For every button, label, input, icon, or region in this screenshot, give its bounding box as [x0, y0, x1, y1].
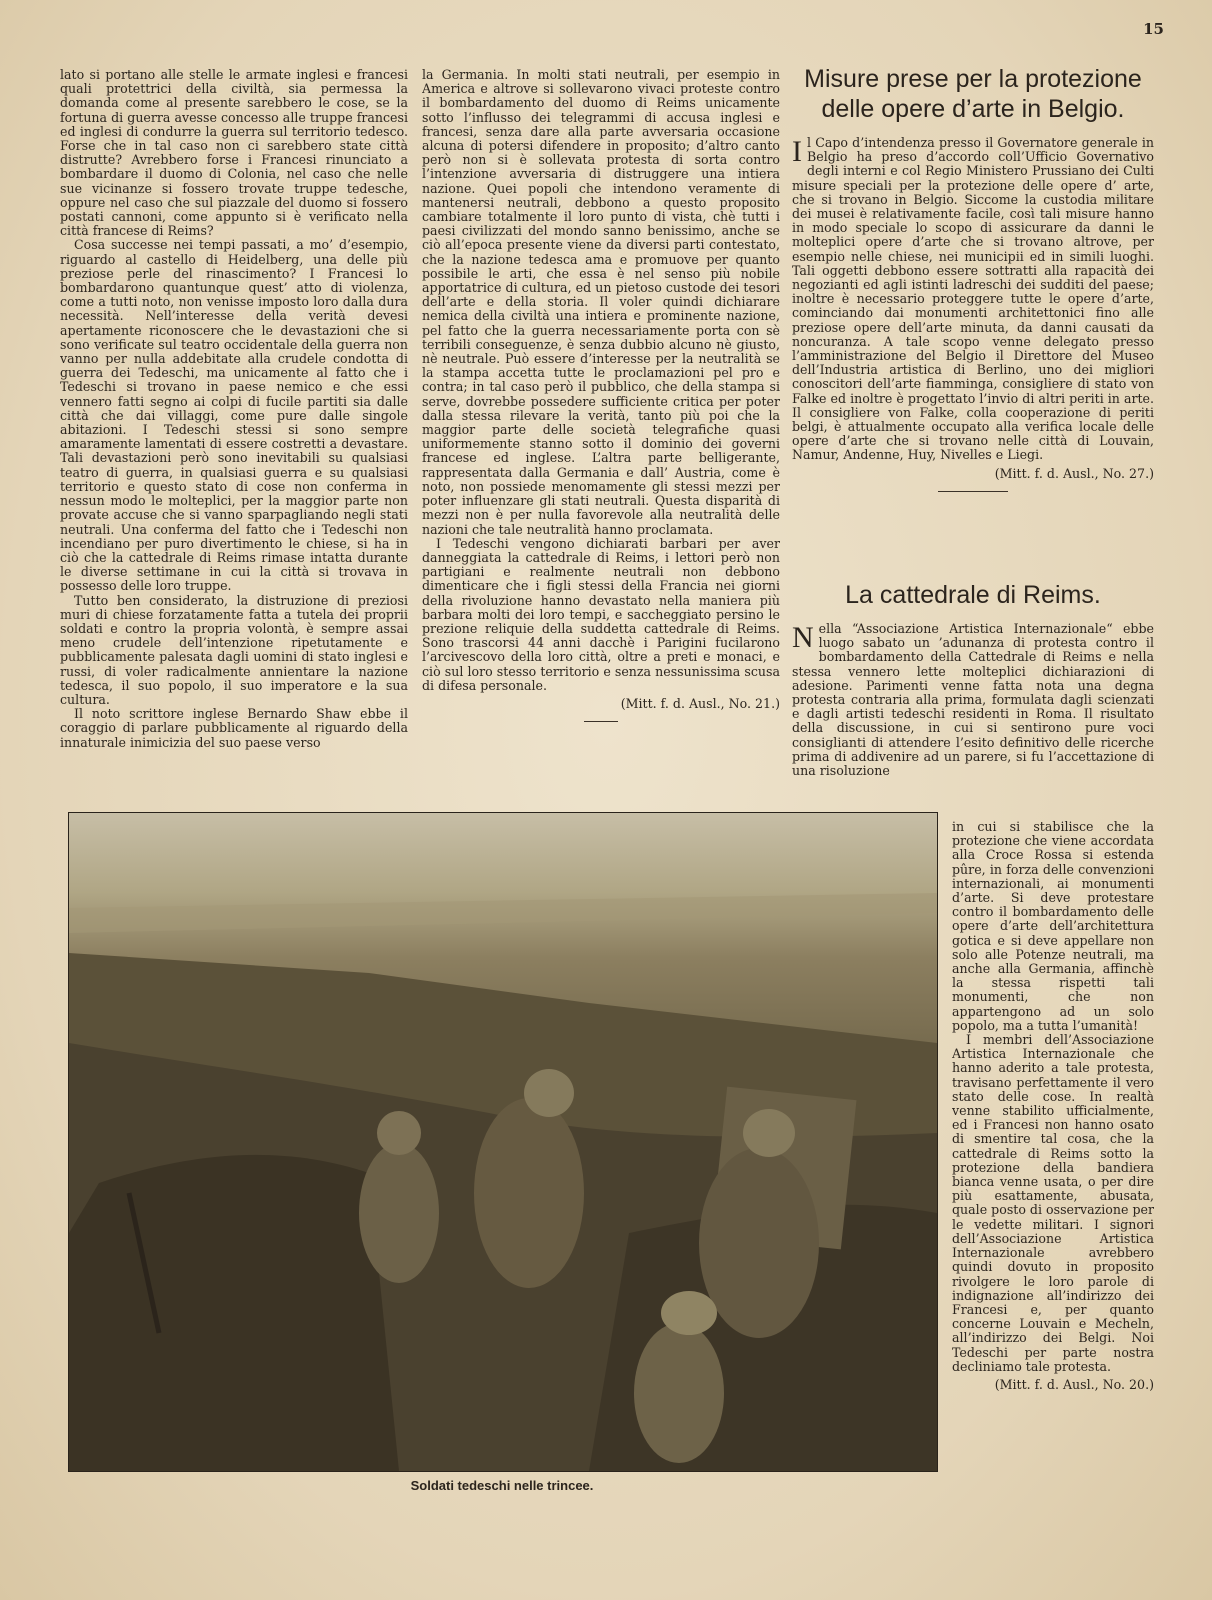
divider-rule: [584, 721, 618, 722]
col1-paragraph: Tutto ben considerato, la distruzione di preziosi muri di chiese forzatamente fatta a tutela dei proprii soldati e contro la propria volontà, è sempre assai meno crudele dell’intenzione ripetutamente e pubblicamente palesata dagli uomini di stato inglesi e russi, di voler radicalmente annientare la nazione tedesca, il suo popolo, il suo imperatore e la sua cultura.: [60, 592, 408, 707]
col2-paragraph: la Germania. In molti stati neutrali, per esempio in America e altrove si sollevarono vivaci proteste contro il bombardamento del duomo di Reims unicamente sotto l’influsso dei telegrammi di accusa inglesi e francesi, senza dare alla parte avversaria occasione alcuna di potersi difendere in proposito; d’altro canto però non si è sollevata protesta di sorta contro l’intenzione avversaria di distruggere una intiera nazione. Quei popoli che intendono veramente di mantenersi neutrali, debbono a questo proposito cambiare totalmente il loro punto di vista, chè tutti i paesi civilizzati del mondo sanno benissimo, anche se ciò all’epoca presente viene da diversi parti contestato, che la nazione tedesca ama e promuove per quanto possibile le arti, che essa è nel senso più nobile apportatrice di cultura, ed un pietoso custode dei tesori dell’arte e della storia. Il voler quindi dichiarare nemica della civiltà una intiera e prominente nazione, pel fatto che la guerra necessariamente porta con sè terribili conseguenze, è senza dubbio alcuno nè giusto, nè neutrale. Può essere d’interesse per la neutralità se la stampa accetta tutte le proclamazioni pel pro e contra; in tal caso però il pubblico, che della stampa si serve, dovrebbe possedere sufficiente critica per poter dalla stessa rilevare la verità, tanto più poi che la maggior parte delle società telegrafiche quasi uniformemente stanno sotto il dominio dei governi francese ed inglese. L’altra parte belligerante, rappresentata dalla Germania e dall’ Austria, come è noto, non possiede menomamente gli stessi mezzi per poter influenzare gli stati neutrali. Questa disparità di mezzi non è per nulla favorevole alla neutralità delle nazioni che tale neutralità hanno proclamata.: [422, 68, 780, 537]
col1-paragraph: lato si portano alle stelle le armate inglesi e francesi quali protettrici della civiltà, sia permessa la domanda come al presente sarebbero le cose, se la fortuna di guerra avesse concesso alle truppe francesi ed inglesi di condurre la guerra sul territorio tedesco. Forse che in tal caso non ci sarebbero state città distrutte? Avrebbero forse i Francesi rinunciato a bombardare il duomo di Colonia, nel caso che nelle sue vicinanze si fossero trovate truppe tedesche, oppure nel caso che sul piazzale del duomo si fossero postati cannoni, come appunto si è verificato nella città francese di Reims?: [60, 68, 408, 239]
article-title: La cattedrale di Reims.: [845, 581, 1101, 609]
article-source: (Mitt. f. d. Ausl., No. 20.): [994, 1376, 1154, 1392]
trench-photograph: [68, 812, 938, 1472]
drop-cap: I: [792, 135, 802, 168]
divider-rule: [938, 491, 1008, 492]
col1-paragraph: Il noto scrittore inglese Bernardo Shaw ebbe il coraggio di parlare pubblicamente al riguardo della innaturale inimicizia del suo paese verso: [60, 706, 408, 750]
photo-caption: Soldati tedeschi nelle trincee.: [410, 1478, 594, 1493]
col2-paragraph: I Tedeschi vengono dichiarati barbari per aver danneggiata la cattedrale di Reims, i lettori però non partigiani e realmente neutrali non debbono dimenticare che i figli stessi della Francia nei giorni della rivoluzione hanno devastato nella maniera più barbara molti dei loro tempi, e saccheggiato persino le prezione reliquie della suddetta cattedrale di Reims. Sono trascorsi 44 anni dacchè i Parigini fucilarono l’arcivescovo della loro città, oltre a preti e monaci, e ciò sul loro stesso territorio e senza nessunissima scusa di difesa personale.: [422, 535, 780, 693]
col1-paragraph: Cosa successe nei tempi passati, a mo’ d’esempio, riguardo al castello di Heidelberg, una delle più preziose perle del rinascimento? I Francesi lo bombardarono quantunque quest’ atto di violenza, come a tutti noto, non venisse imposto loro dalla dura necessità. Nell’interesse della verità devesi apertamente riconoscere che le devastazioni che si sono verificate sul teatro occidentale della guerra non vanno per nulla addebitate alla crudele condotta di guerra dei Tedeschi, ma unicamente al fatto che i Tedeschi si trovano in paese nemico e che essi vennero fatti segno ai colpi di fucile partiti sia dalle città che dai villaggi, come pure dalle singole abitazioni. I Tedeschi stessi si sono sempre amaramente lamentati di essere costretti a devastare. Tali devastazioni però sono inevitabili su qualsiasi teatro di guerra, in qualsiasi guerra e su qualsiasi territorio e questo stato di cose non conferma in nessun modo le molteplici, per la maggior parte non provate accuse che si vanno sparpagliando negli stati neutrali. Una conferma del fatto che i Tedeschi non incendiano per puro divertimento le chiese, si ha in ciò che la cattedrale di Reims rimase intatta durante le diverse settimane in cui la città si trovava in possesso delle loro truppe.: [60, 237, 408, 594]
article-body: l Capo d’intendenza presso il Governatore generale in Belgio ha preso d’accordo coll’Ufficio Governativo degli interni e col Regio Ministero Prussiano dei Culti misure speciali per la protezione delle opere d’ arte, che si trovano in Belgio. Siccome la custodia militare dei musei è relativamente facile, così tali misure hanno in modo speciale lo scopo di assicurare da danni le molteplici opere d’arte che si trovano altrove, per esempio nelle chiese, nei municipii ed in simili luoghi. Tali oggetti debbono essere sottratti alla rapacità dei negozianti ed agli istinti ladreschi dei sudditi del paese; inoltre è necessario proteggere tutte le opere d’arte, cominciando dai monumenti architettonici fino alle preziose opere dell’arte minuta, da danni causati da noncuranza. A tale scopo venne delegato presso l’amministrazione del Belgio il Direttore del Museo dell’Industria artistica di Berlino, uno dei migliori conoscitori dell’arte fiamminga, consigliere di stato von Falke ed inoltre è progettato l’invio di altri periti in arte. Il consigliere von Falke, colla cooperazione di periti belgi, è attualmente occupato alla verifica locale delle opere d’arte che si trovano nelle città di Louvain, Namur, Andenne, Huy, Nivelles e Liegi.: [792, 135, 1154, 463]
article-source: (Mitt. f. d. Ausl., No. 27.): [994, 465, 1154, 481]
article-title: Misure prese per la protezione delle opere d’arte in Belgio.: [804, 65, 1142, 123]
article-body: I membri dell’Associazione Artistica Internazionale che hanno aderito a tale protesta, travisano perfettamente il vero stato delle cose. In realtà venne stabilito ufficialmente, ed i Francesi non hanno osato di smentire tal cosa, che la cattedrale di Reims sotto la protezione della bandiera bianca venne usata, o per dire più esattamente, abusata, quale posto di osservazione per le vedette militari. I signori dell’Associazione Artistica Internazionale avrebbero quindi dovuto in proposito rivolgere le loro parole di indignazione all’indirizzo dei Francesi e, per quanto concerne Louvain e Mecheln, all’indirizzo dei Belgi. Noi Tedeschi per parte nostra decliniamo tale protesta.: [952, 1032, 1154, 1374]
col2-source: (Mitt. f. d. Ausl., No. 21.): [620, 695, 780, 711]
page-number: 15: [1143, 20, 1164, 38]
article-reims: [792, 580, 1154, 820]
column-2: [422, 68, 780, 768]
photo-illustration: [69, 813, 937, 1471]
drop-cap: N: [792, 621, 814, 654]
article-reims-continued: [952, 820, 1154, 1538]
article-body: ella “Associazione Artistica Internazionale“ ebbe luogo sabato un ’adunanza di protesta contro il bombardamento della Cattedrale di Reims e nella stessa vennero lette molteplici dichiarazioni di adesione. Parimenti venne fatta nota una degna protesta contraria alla prima, formulata dagli scienzati e dagli artisti tedeschi residenti in Roma. Il risultato della discussione, in cui si sentirono pure voci consiglianti di attendere l’esito definitivo delle ricerche prima di addivenire ad un parere, si fu l’accettazione di una risoluzione: [792, 621, 1154, 779]
article-body: in cui si stabilisce che la protezione che viene accordata alla Croce Rossa si estenda pûre, in forza delle convenzioni internazionali, ai monumenti d’arte. Si deve protestare contro il bombardamento delle opere d’arte dell’architettura gotica e si deve appellare non solo alle Potenze neutrali, ma anche alla Germania, affinchè la stessa rispetti tali monumenti, che non appartengono ad un solo popolo, ma a tutta l’umanità!: [952, 820, 1154, 1033]
column-1: [60, 68, 408, 808]
article-belgio: [792, 64, 1154, 559]
